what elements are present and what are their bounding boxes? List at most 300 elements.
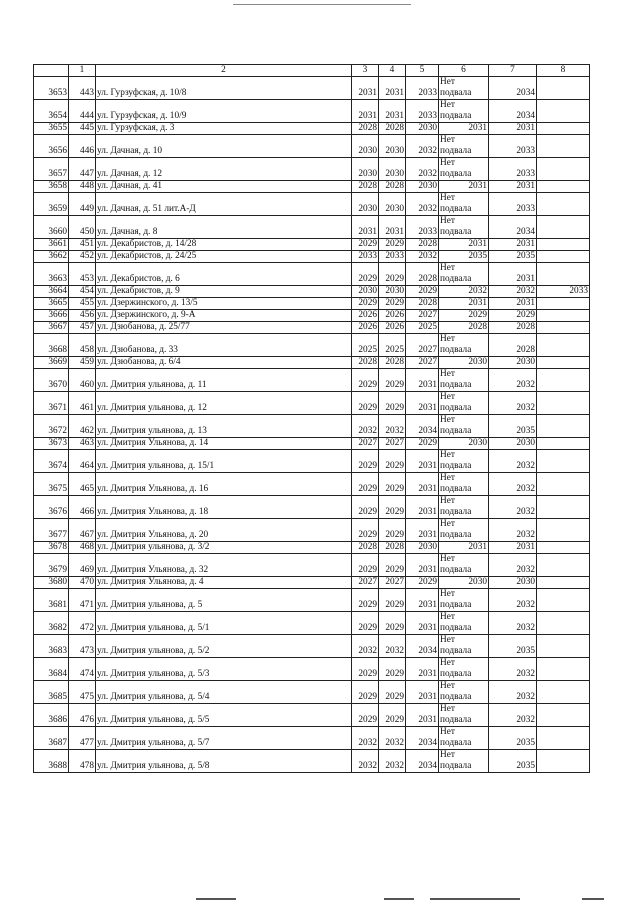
year-col5: 2031 xyxy=(406,369,439,392)
row-number: 3664 xyxy=(34,286,69,298)
table-row xyxy=(34,286,590,298)
no-basement-label-line2: подвала xyxy=(440,426,472,436)
address-cell: ул. Дмитрия ульянова, д. 5/8 xyxy=(96,750,352,773)
address-cell: ул. Дзюбанова, д. 6/4 xyxy=(96,357,352,369)
table-row xyxy=(34,635,590,658)
year-col5: 2031 xyxy=(406,681,439,704)
row-number: 3671 xyxy=(34,392,69,415)
year-col7: 2032 xyxy=(489,369,537,392)
address-cell: ул. Дмитрия ульянова, д. 5 xyxy=(96,589,352,612)
col6-cell: 2031 xyxy=(439,542,489,554)
year-col3: 2031 xyxy=(352,216,379,239)
year-col4: 2031 xyxy=(379,216,406,239)
year-col3: 2029 xyxy=(352,681,379,704)
col6-cell: 2032 xyxy=(439,286,489,298)
year-col5: 2031 xyxy=(406,704,439,727)
table-row xyxy=(34,727,590,750)
no-basement-label-line2: подвала xyxy=(440,146,472,156)
no-basement-label-line1: Нет xyxy=(440,635,455,645)
year-col7: 2034 xyxy=(489,216,537,239)
row-number: 3670 xyxy=(34,369,69,392)
row-number: 3656 xyxy=(34,135,69,158)
year-col3: 2029 xyxy=(352,704,379,727)
no-basement-label-line2: подвала xyxy=(440,761,472,771)
row-index: 451 xyxy=(69,239,96,251)
address-cell: ул. Гурзуфская, д. 3 xyxy=(96,123,352,135)
table-row xyxy=(34,298,590,310)
year-col8 xyxy=(537,357,590,369)
year-col8: 2033 xyxy=(537,286,590,298)
row-index: 477 xyxy=(69,727,96,750)
table-row xyxy=(34,554,590,577)
no-basement-label-line1: Нет xyxy=(440,554,455,564)
year-col4: 2032 xyxy=(379,727,406,750)
year-col4: 2026 xyxy=(379,310,406,322)
year-col4: 2025 xyxy=(379,334,406,357)
table-row xyxy=(34,438,590,450)
col6-cell xyxy=(439,589,489,612)
row-index: 474 xyxy=(69,658,96,681)
row-number: 3658 xyxy=(34,181,69,193)
col6-cell xyxy=(439,473,489,496)
year-col4: 2029 xyxy=(379,496,406,519)
year-col5: 2030 xyxy=(406,542,439,554)
year-col8 xyxy=(537,577,590,589)
year-col8 xyxy=(537,658,590,681)
row-number: 3677 xyxy=(34,519,69,542)
row-index: 458 xyxy=(69,334,96,357)
year-col8 xyxy=(537,635,590,658)
address-cell: ул. Дзюбанова, д. 33 xyxy=(96,334,352,357)
no-basement-label-line1: Нет xyxy=(440,704,455,714)
address-cell: ул. Дмитрия ульянова, д. 5/4 xyxy=(96,681,352,704)
address-cell: ул. Дмитрия ульянова, д. 13 xyxy=(96,415,352,438)
year-col8 xyxy=(537,263,590,286)
year-col4: 2032 xyxy=(379,750,406,773)
year-col5: 2032 xyxy=(406,158,439,181)
year-col5: 2027 xyxy=(406,334,439,357)
no-basement-label-line1: Нет xyxy=(440,450,455,460)
year-col3: 2029 xyxy=(352,658,379,681)
row-number: 3668 xyxy=(34,334,69,357)
year-col7: 2034 xyxy=(489,100,537,123)
address-cell: ул. Дмитрия Ульянова, д. 16 xyxy=(96,473,352,496)
no-basement-label-line2: подвала xyxy=(440,204,472,214)
address-cell: ул. Гурзуфская, д. 10/9 xyxy=(96,100,352,123)
year-col8 xyxy=(537,438,590,450)
year-col7: 2033 xyxy=(489,158,537,181)
header-cell xyxy=(34,65,69,77)
table-row xyxy=(34,496,590,519)
year-col5: 2031 xyxy=(406,473,439,496)
no-basement-label-line2: подвала xyxy=(440,227,472,237)
year-col7: 2032 xyxy=(489,473,537,496)
row-index: 447 xyxy=(69,158,96,181)
row-index: 464 xyxy=(69,450,96,473)
address-cell: ул. Дмитрия Ульянова, д. 4 xyxy=(96,577,352,589)
year-col8 xyxy=(537,123,590,135)
no-basement-label-line1: Нет xyxy=(440,216,455,226)
table-row xyxy=(34,473,590,496)
header-cell: 6 xyxy=(439,65,489,77)
address-cell: ул. Дмитрия ульянова, д. 15/1 xyxy=(96,450,352,473)
year-col8 xyxy=(537,334,590,357)
year-col3: 2028 xyxy=(352,357,379,369)
col6-cell: 2031 xyxy=(439,181,489,193)
year-col8 xyxy=(537,554,590,577)
year-col3: 2032 xyxy=(352,635,379,658)
year-col3: 2029 xyxy=(352,496,379,519)
row-number: 3654 xyxy=(34,100,69,123)
no-basement-label-line1: Нет xyxy=(440,100,455,110)
year-col3: 2029 xyxy=(352,473,379,496)
col6-cell xyxy=(439,77,489,100)
row-index: 478 xyxy=(69,750,96,773)
address-cell: ул. Дачная, д. 41 xyxy=(96,181,352,193)
year-col7: 2032 xyxy=(489,286,537,298)
address-cell: ул. Дмитрия ульянова, д. 5/3 xyxy=(96,658,352,681)
year-col5: 2031 xyxy=(406,612,439,635)
col6-cell: 2028 xyxy=(439,322,489,334)
address-cell: ул. Дмитрия ульянова, д. 5/5 xyxy=(96,704,352,727)
table-row xyxy=(34,334,590,357)
year-col8 xyxy=(537,392,590,415)
year-col3: 2032 xyxy=(352,727,379,750)
year-col5: 2029 xyxy=(406,286,439,298)
year-col5: 2033 xyxy=(406,216,439,239)
no-basement-label-line1: Нет xyxy=(440,369,455,379)
row-index: 465 xyxy=(69,473,96,496)
table-row xyxy=(34,181,590,193)
row-number: 3655 xyxy=(34,123,69,135)
year-col4: 2032 xyxy=(379,415,406,438)
year-col5: 2031 xyxy=(406,554,439,577)
no-basement-label-line2: подвала xyxy=(440,88,472,98)
row-index: 453 xyxy=(69,263,96,286)
address-cell: ул. Дачная, д. 51 лит.А-Д xyxy=(96,193,352,216)
year-col3: 2029 xyxy=(352,298,379,310)
row-number: 3674 xyxy=(34,450,69,473)
table-row xyxy=(34,392,590,415)
row-number: 3667 xyxy=(34,322,69,334)
col6-cell xyxy=(439,193,489,216)
year-col8 xyxy=(537,704,590,727)
col6-cell xyxy=(439,519,489,542)
row-index: 446 xyxy=(69,135,96,158)
col6-cell xyxy=(439,334,489,357)
table-row xyxy=(34,263,590,286)
row-index: 459 xyxy=(69,357,96,369)
row-number: 3678 xyxy=(34,542,69,554)
year-col7: 2034 xyxy=(489,77,537,100)
row-index: 462 xyxy=(69,415,96,438)
year-col8 xyxy=(537,322,590,334)
no-basement-label-line1: Нет xyxy=(440,135,455,145)
no-basement-label-line1: Нет xyxy=(440,263,455,273)
col6-cell xyxy=(439,415,489,438)
col6-cell xyxy=(439,369,489,392)
table-row xyxy=(34,357,590,369)
year-col8 xyxy=(537,681,590,704)
header-cell: 1 xyxy=(69,65,96,77)
year-col4: 2029 xyxy=(379,298,406,310)
no-basement-label-line1: Нет xyxy=(440,727,455,737)
year-col7: 2032 xyxy=(489,658,537,681)
year-col3: 2028 xyxy=(352,123,379,135)
row-number: 3687 xyxy=(34,727,69,750)
header-row xyxy=(34,65,590,77)
row-index: 454 xyxy=(69,286,96,298)
no-basement-label-line1: Нет xyxy=(440,415,455,425)
year-col8 xyxy=(537,298,590,310)
year-col7: 2031 xyxy=(489,123,537,135)
row-index: 457 xyxy=(69,322,96,334)
address-cell: ул. Дачная, д. 10 xyxy=(96,135,352,158)
year-col3: 2032 xyxy=(352,415,379,438)
year-col8 xyxy=(537,727,590,750)
no-basement-label-line2: подвала xyxy=(440,484,472,494)
year-col4: 2028 xyxy=(379,357,406,369)
year-col3: 2033 xyxy=(352,251,379,263)
year-col4: 2030 xyxy=(379,193,406,216)
year-col3: 2030 xyxy=(352,286,379,298)
address-cell: ул. Дзержинского, д. 13/5 xyxy=(96,298,352,310)
address-cell: ул. Дмитрия ульянова, д. 5/1 xyxy=(96,612,352,635)
row-index: 473 xyxy=(69,635,96,658)
row-index: 460 xyxy=(69,369,96,392)
row-number: 3657 xyxy=(34,158,69,181)
no-basement-label-line1: Нет xyxy=(440,612,455,622)
year-col5: 2034 xyxy=(406,750,439,773)
row-index: 445 xyxy=(69,123,96,135)
address-cell: ул. Дмитрия Ульянова, д. 32 xyxy=(96,554,352,577)
row-index: 471 xyxy=(69,589,96,612)
year-col7: 2032 xyxy=(489,519,537,542)
address-cell: ул. Дмитрия Ульянова, д. 20 xyxy=(96,519,352,542)
year-col4: 2029 xyxy=(379,263,406,286)
row-index: 469 xyxy=(69,554,96,577)
year-col4: 2031 xyxy=(379,100,406,123)
year-col5: 2031 xyxy=(406,658,439,681)
table-row xyxy=(34,519,590,542)
no-basement-label-line2: подвала xyxy=(440,565,472,575)
year-col5: 2031 xyxy=(406,450,439,473)
address-cell: ул. Дмитрия Ульянова, д. 14 xyxy=(96,438,352,450)
year-col3: 2029 xyxy=(352,263,379,286)
year-col7: 2030 xyxy=(489,357,537,369)
year-col3: 2028 xyxy=(352,181,379,193)
year-col7: 2028 xyxy=(489,322,537,334)
row-index: 450 xyxy=(69,216,96,239)
row-number: 3683 xyxy=(34,635,69,658)
year-col8 xyxy=(537,158,590,181)
year-col3: 2030 xyxy=(352,135,379,158)
address-cell: ул. Дзержинского, д. 9-А xyxy=(96,310,352,322)
year-col5: 2032 xyxy=(406,251,439,263)
address-cell: ул. Декабристов, д. 6 xyxy=(96,263,352,286)
row-index: 470 xyxy=(69,577,96,589)
table-row xyxy=(34,542,590,554)
year-col3: 2027 xyxy=(352,577,379,589)
header-cell: 3 xyxy=(352,65,379,77)
address-cell: ул. Дмитрия ульянова, д. 5/7 xyxy=(96,727,352,750)
year-col7: 2032 xyxy=(489,589,537,612)
year-col5: 2034 xyxy=(406,727,439,750)
col6-cell xyxy=(439,100,489,123)
row-index: 463 xyxy=(69,438,96,450)
table-row xyxy=(34,750,590,773)
year-col8 xyxy=(537,216,590,239)
year-col8 xyxy=(537,612,590,635)
year-col3: 2029 xyxy=(352,239,379,251)
table-row xyxy=(34,322,590,334)
year-col7: 2032 xyxy=(489,612,537,635)
row-number: 3675 xyxy=(34,473,69,496)
year-col5: 2034 xyxy=(406,635,439,658)
header-cell: 7 xyxy=(489,65,537,77)
table-row xyxy=(34,135,590,158)
no-basement-label-line1: Нет xyxy=(440,496,455,506)
col6-cell: 2031 xyxy=(439,298,489,310)
address-cell: ул. Гурзуфская, д. 10/8 xyxy=(96,77,352,100)
col6-cell xyxy=(439,612,489,635)
no-basement-label-line2: подвала xyxy=(440,345,472,355)
table-row xyxy=(34,450,590,473)
no-basement-label-line1: Нет xyxy=(440,658,455,668)
row-number: 3661 xyxy=(34,239,69,251)
row-number: 3685 xyxy=(34,681,69,704)
year-col7: 2035 xyxy=(489,251,537,263)
year-col4: 2027 xyxy=(379,438,406,450)
col6-cell xyxy=(439,635,489,658)
year-col3: 2029 xyxy=(352,554,379,577)
row-number: 3688 xyxy=(34,750,69,773)
no-basement-label-line1: Нет xyxy=(440,519,455,529)
row-number: 3659 xyxy=(34,193,69,216)
row-number: 3681 xyxy=(34,589,69,612)
address-cell: ул. Дмитрия ульянова, д. 11 xyxy=(96,369,352,392)
year-col8 xyxy=(537,239,590,251)
year-col3: 2025 xyxy=(352,334,379,357)
table-row xyxy=(34,100,590,123)
year-col5: 2028 xyxy=(406,239,439,251)
row-number: 3672 xyxy=(34,415,69,438)
no-basement-label-line2: подвала xyxy=(440,274,472,284)
year-col8 xyxy=(537,589,590,612)
col6-cell xyxy=(439,681,489,704)
col6-cell xyxy=(439,658,489,681)
no-basement-label-line2: подвала xyxy=(440,738,472,748)
col6-cell: 2031 xyxy=(439,123,489,135)
table-row xyxy=(34,612,590,635)
no-basement-label-line2: подвала xyxy=(440,461,472,471)
table-row xyxy=(34,123,590,135)
row-number: 3682 xyxy=(34,612,69,635)
col6-cell: 2030 xyxy=(439,438,489,450)
row-index: 455 xyxy=(69,298,96,310)
year-col7: 2035 xyxy=(489,415,537,438)
year-col5: 2028 xyxy=(406,298,439,310)
no-basement-label-line1: Нет xyxy=(440,158,455,168)
no-basement-label-line1: Нет xyxy=(440,334,455,344)
year-col4: 2026 xyxy=(379,322,406,334)
table-row xyxy=(34,415,590,438)
row-index: 467 xyxy=(69,519,96,542)
year-col8 xyxy=(537,310,590,322)
year-col4: 2029 xyxy=(379,681,406,704)
year-col4: 2030 xyxy=(379,135,406,158)
year-col4: 2029 xyxy=(379,392,406,415)
col6-cell: 2029 xyxy=(439,310,489,322)
year-col8 xyxy=(537,77,590,100)
year-col4: 2028 xyxy=(379,181,406,193)
year-col4: 2033 xyxy=(379,251,406,263)
year-col8 xyxy=(537,496,590,519)
col6-cell xyxy=(439,750,489,773)
address-cell: ул. Дмитрия ульянова, д. 12 xyxy=(96,392,352,415)
address-cell: ул. Дмитрия ульянова, д. 5/2 xyxy=(96,635,352,658)
year-col3: 2028 xyxy=(352,542,379,554)
year-col4: 2030 xyxy=(379,286,406,298)
no-basement-label-line2: подвала xyxy=(440,111,472,121)
year-col4: 2030 xyxy=(379,158,406,181)
row-number: 3666 xyxy=(34,310,69,322)
table-row xyxy=(34,216,590,239)
col6-cell xyxy=(439,496,489,519)
year-col5: 2032 xyxy=(406,193,439,216)
year-col8 xyxy=(537,181,590,193)
table-row xyxy=(34,77,590,100)
no-basement-label-line1: Нет xyxy=(440,193,455,203)
row-index: 448 xyxy=(69,181,96,193)
year-col3: 2029 xyxy=(352,612,379,635)
row-number: 3662 xyxy=(34,251,69,263)
year-col4: 2032 xyxy=(379,635,406,658)
no-basement-label-line2: подвала xyxy=(440,403,472,413)
col6-cell: 2031 xyxy=(439,239,489,251)
address-cell: ул. Декабристов, д. 9 xyxy=(96,286,352,298)
no-basement-label-line2: подвала xyxy=(440,530,472,540)
year-col8 xyxy=(537,135,590,158)
year-col7: 2031 xyxy=(489,298,537,310)
year-col8 xyxy=(537,193,590,216)
table-row xyxy=(34,658,590,681)
row-index: 456 xyxy=(69,310,96,322)
table-row xyxy=(34,158,590,181)
year-col8 xyxy=(537,100,590,123)
header-cell: 8 xyxy=(537,65,590,77)
year-col5: 2031 xyxy=(406,589,439,612)
year-col7: 2028 xyxy=(489,334,537,357)
year-col4: 2029 xyxy=(379,239,406,251)
row-index: 476 xyxy=(69,704,96,727)
year-col7: 2033 xyxy=(489,193,537,216)
row-index: 475 xyxy=(69,681,96,704)
col6-cell: 2030 xyxy=(439,357,489,369)
no-basement-label-line2: подвала xyxy=(440,715,472,725)
row-number: 3663 xyxy=(34,263,69,286)
year-col3: 2032 xyxy=(352,750,379,773)
year-col3: 2027 xyxy=(352,438,379,450)
year-col7: 2031 xyxy=(489,263,537,286)
year-col4: 2029 xyxy=(379,704,406,727)
table-row xyxy=(34,239,590,251)
no-basement-label-line2: подвала xyxy=(440,646,472,656)
year-col7: 2029 xyxy=(489,310,537,322)
year-col5: 2028 xyxy=(406,263,439,286)
address-cell: ул. Дачная, д. 12 xyxy=(96,158,352,181)
year-col3: 2029 xyxy=(352,450,379,473)
